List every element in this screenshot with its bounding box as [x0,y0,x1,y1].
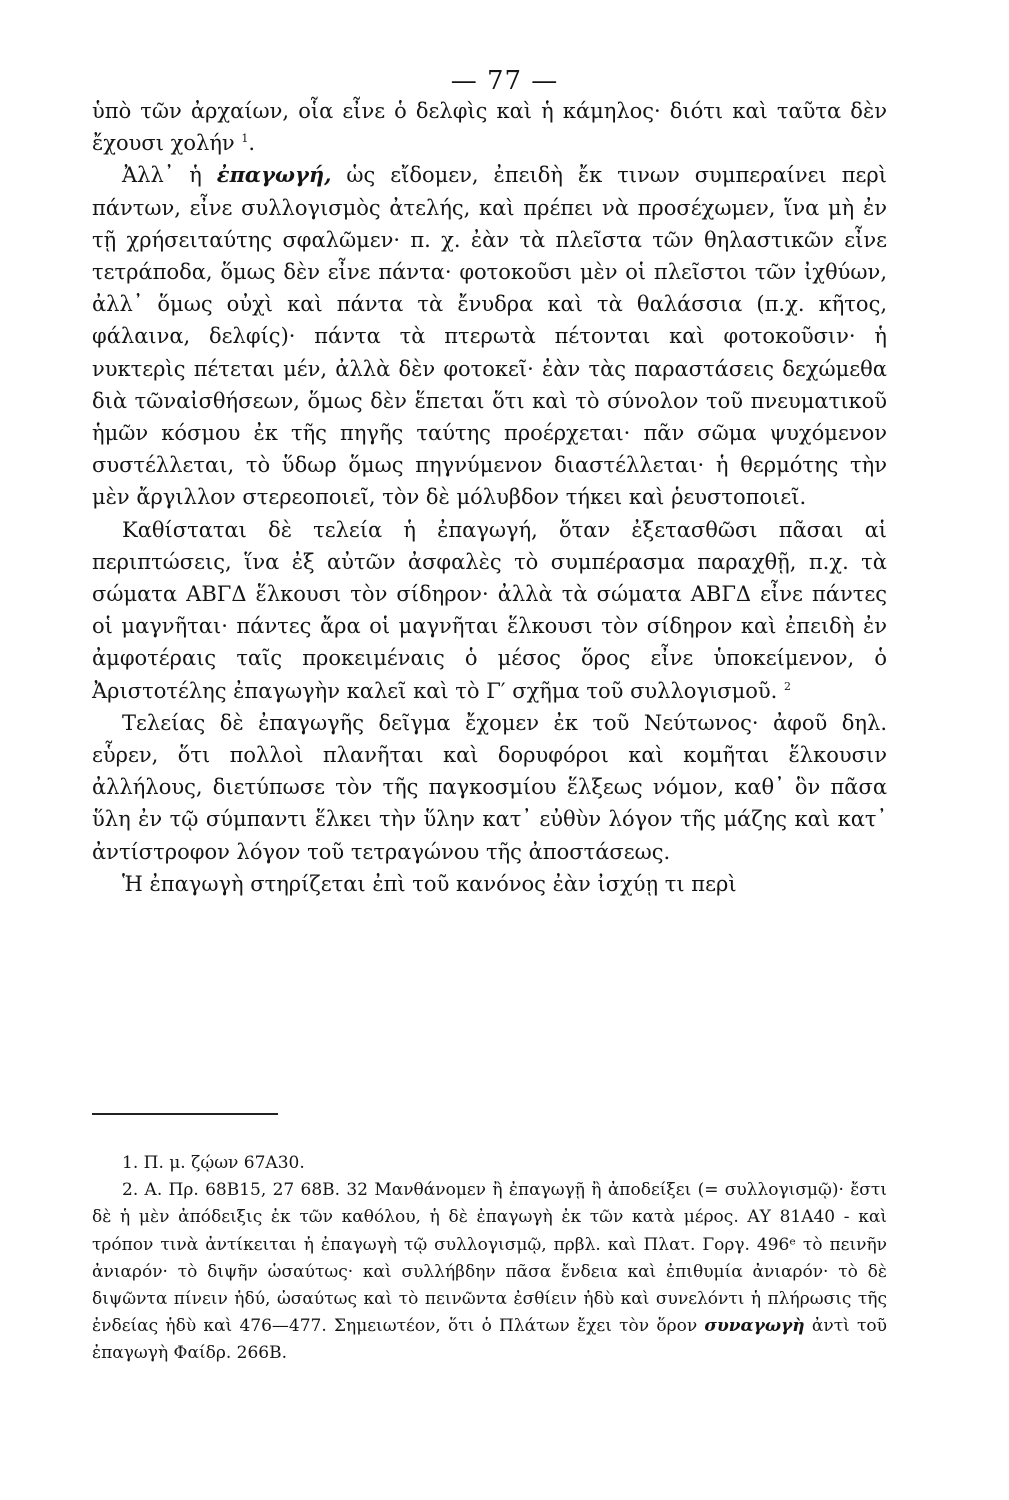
term-epagoge: ἐπαγωγή, [216,162,332,188]
paragraph-1-text: ὑπὸ τῶν ἀρχαίων, οἷα εἶνε ὁ δελφὶς καὶ ἡ κάμηλος· διότι καὶ ταῦτα δὲν ἔχουσι χολήν [92,99,887,156]
paragraph-1: ὑπὸ τῶν ἀρχαίων, οἷα εἶνε ὁ δελφὶς καὶ ἡ κάμηλος· διότι καὶ ταῦτα δὲν ἔχουσι χολήν $^1$. [92,99,887,156]
footnote-2-end: ἀντὶ τοῦ ἐπαγωγὴ Φαίδρ. 266Β. [92,1316,887,1364]
main-text [92,95,887,900]
footnote-2 [92,1177,887,1367]
footnote-ref-2: 2 [784,679,791,693]
page-number: — 77 — [450,66,559,96]
term-synagoge: συναγωγὴ [704,1316,805,1337]
paragraph-4: Τελείας δὲ ἐπαγωγῆς δεῖγμα ἔχομεν ἐκ τοῦ Νεύτωνος· ἀφοῦ δηλ. εὗρεν, ὅτι πολλοὶ πλανῆται καὶ δορυφόροι καὶ κομῆται ἕλκουσιν ἀλλήλους, διετύπωσε τὸν τῆς παγκοσμίου ἕλξεως νόμον, καθ᾽ ὃν πᾶσα ὕλη ἐν τῷ σύμπαντι ἕλκει τὴν ὕλην κατ᾽ εὐθὺν λόγον τῆς μάζης καὶ κατ᾽ ἀντίστροφον λόγον τοῦ τετραγώνου τῆς ἀποστάσεως. [92,710,887,864]
footnote-2-text: 2. Α. Πρ. 68Β15, 27 68Β. 32 Μανθάνομεν ἢ ἐπαγωγῇ ἢ ἀποδείξει (= συλλογισμῷ)· ἔστι δὲ ἡ μὲν ἀπόδειξις ἐκ τῶν καθόλου, ἡ δὲ ἐπαγωγὴ ἐκ τῶν κατὰ μέρος. ΑΥ 81Α40 - καὶ τρόπον τινὰ ἀντίκειται ἡ ἐπαγωγὴ τῷ συλλογισμῷ, πρβλ. καὶ Πλατ. Γοργ. 496ᵉ τὸ πεινῆν ἀνιαρόν· τὸ διψῆν ὡσαύτως· καὶ συλλήβδην πᾶσα ἔνδεια καὶ ἐπιθυμία ἀνιαρόν· τὸ δὲ διψῶντα πίνειν ἡδύ, ὡσαύτως καὶ τὸ πεινῶντα ἐσθίειν ἡδὺ καὶ συνελόντι ἡ πλήρωσις τῆς ἐνδείας ἡδὺ καὶ 476—477. Σημειωτέον, ὅτι ὁ Πλάτων ἔχει τὸν ὅρον [92,1180,887,1337]
paragraph-2 [92,159,887,513]
paragraph-5: Ἡ ἐπαγωγὴ στηρίζεται ἐπὶ τοῦ κανόνος ἐὰν ἰσχύῃ τι περὶ [122,871,737,896]
paragraph-3-text: Καθίσταται δὲ τελεία ἡ ἐπαγωγή, ὅταν ἐξετασθῶσι πᾶσαι αἱ περιπτώσεις, ἵνα ἐξ αὐτῶν ἀσφαλὲς τὸ συμπέρασμα παραχθῇ, π.χ. τὰ σώματα ΑΒΓΔ ἕλκουσι τὸν σίδηρον· ἀλλὰ τὰ σώματα ΑΒΓΔ εἶνε πάντες οἱ μαγνῆται· πάντες ἄρα οἱ μαγνῆται ἕλκουσι τὸν σίδηρον καὶ ἐπειδὴ ἐν ἀμφοτέραις ταῖς προκειμέναις ὁ μέσος ὅρος εἶνε ὑποκείμενον, ὁ Ἀριστοτέλης ἐπαγωγὴν καλεῖ καὶ τὸ Γ′ σχῆμα τοῦ συλλογισμοῦ. [92,517,887,703]
paragraph-2-start: Ἀλλ᾽ ἡ [122,163,217,188]
footnote-1: 1. Π. μ. ζῴων 67Α30. [122,1153,305,1173]
footnote-divider [92,1113,278,1115]
footnote-ref-1: 1 [241,132,249,146]
paragraph-2-text: ὡς εἴδομεν, ἐπειδὴ ἔκ τινων συμπεραίνει περὶ πάντων, εἶνε συλλογισμὸς ἀτελής, καὶ πρέπει νὰ προσέχωμεν, ἵνα μὴ ἐν τῇ χρήσειταύτης σφαλῶμεν· π. χ. ἐὰν τὰ πλεῖστα τῶν θηλαστικῶν εἶνε τετράποδα, ὅμως δὲν εἶνε πάντα· φοτοκοῦσι μὲν οἱ πλεῖστοι τῶν ἰχθύων, ἀλλ᾽ ὅμως οὐχὶ καὶ πάντα τὰ ἔνυδρα καὶ τὰ θαλάσσια (π.χ. κῆτος, φάλαινα, δελφίς)· πάντα τὰ πτερωτὰ πέτονται καὶ φοτοκοῦσιν· ἡ νυκτερὶς πέτεται μέν, ἀλλὰ δὲν φοτοκεῖ· ἐὰν τὰς παραστάσεις δεχώμεθα διὰ τῶναἰσθήσεων, ὅμως δὲν ἕπεται ὅτι καὶ τὸ σύνολον τοῦ πνευματικοῦ ἡμῶν κόσμου ἐκ τῆς πηγῆς ταύτης προέρχεται· πᾶν σῶμα ψυχόμενον συστέλλεται, τὸ ὕδωρ ὅμως πηγνύμενον διαστέλλεται· ἡ θερμότης τὴν μὲν ἄργιλλον στερεοποιεῖ, τὸν δὲ μόλυβδον τήκει καὶ ῥευστοποιεῖ. [92,163,888,510]
footnotes [92,1150,887,1368]
paragraph-3 [92,514,887,707]
